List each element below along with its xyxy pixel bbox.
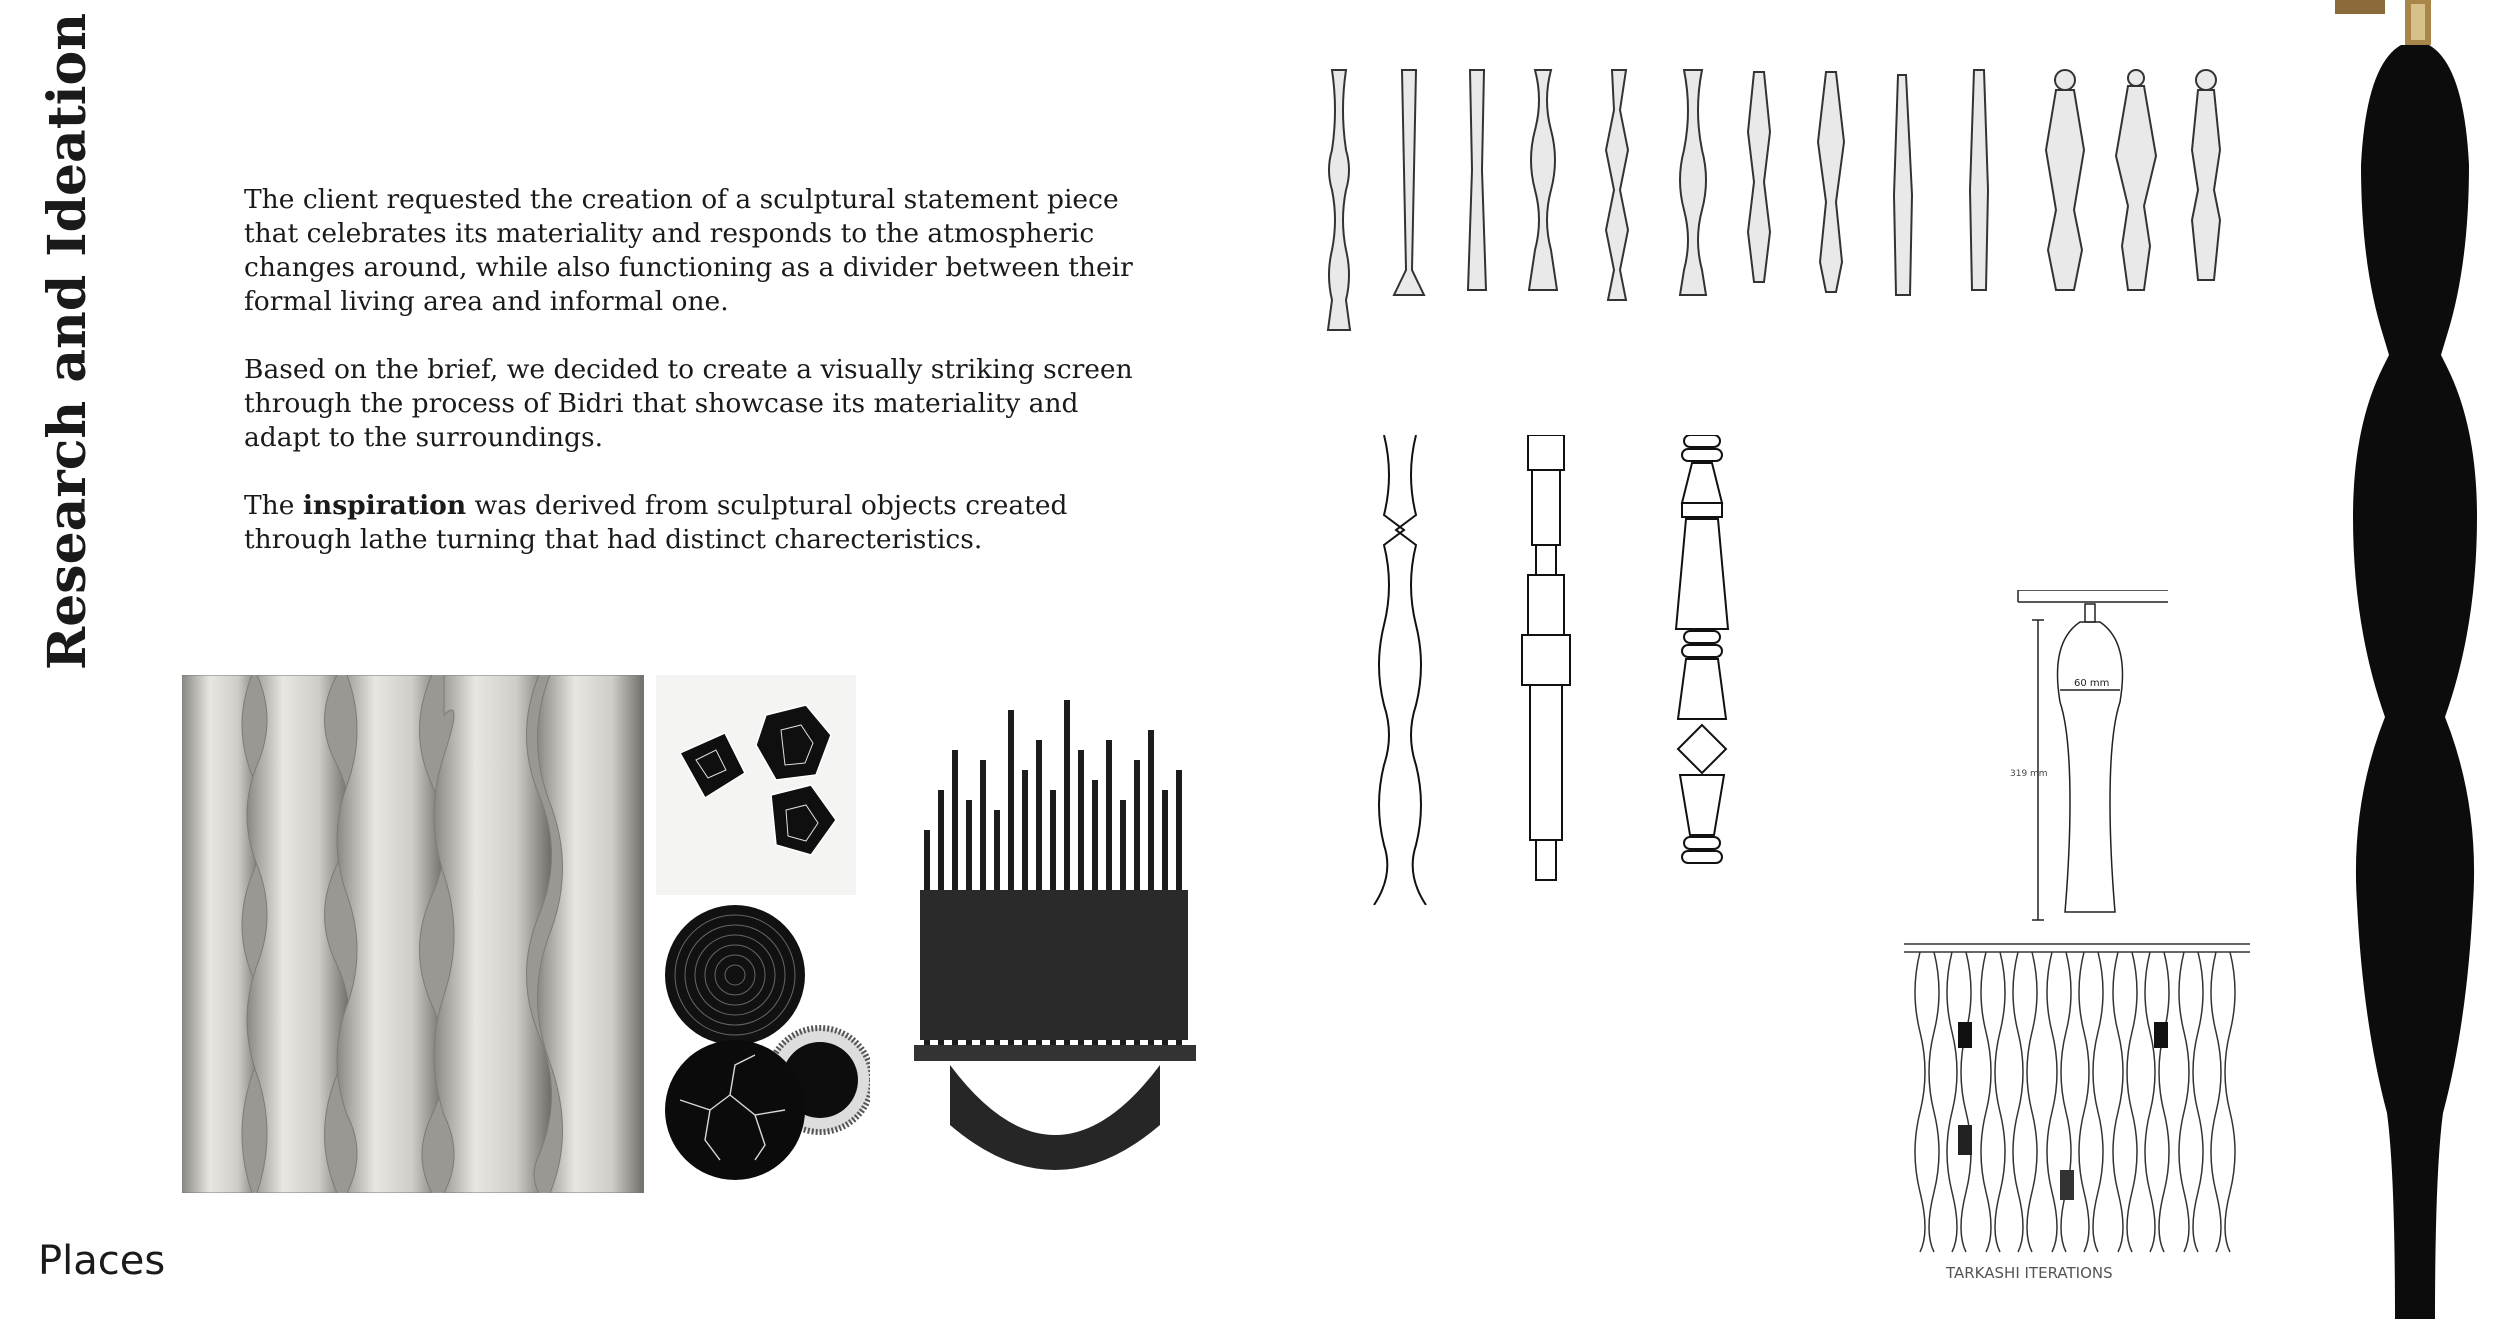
brief-paragraph-2: Based on the brief, we decided to create a visually striking screen through the process of Bidri that showcase its materiality and adapt to the surroundings. — [244, 354, 1133, 453]
baluster-render — [2335, 0, 2500, 1319]
ceramic-wall-photo — [182, 675, 644, 1193]
spindle-chair-photo — [910, 680, 1200, 1195]
brief-paragraph-3: The inspiration was derived from sculptural objects created through lathe turning that had distinct charecteristics. — [244, 490, 1068, 555]
inspiration-emphasis: inspiration — [302, 490, 467, 521]
brief-paragraph-1: The client requested the creation of a sculptural statement piece that celebrates its materiality and responds to the atmospheric changes around, while also functioning as a divider between their formal living area and informal one. — [244, 184, 1133, 317]
black-stones-photo — [656, 675, 856, 895]
iterations-caption: TARKASHI ITERATIONS — [1946, 1264, 2113, 1282]
bidri-plates-photo — [660, 900, 870, 1190]
spindle-line-drawings — [1370, 435, 1730, 905]
height-dimension-label: 319 mm — [2010, 769, 2048, 779]
dimension-drawing — [2010, 590, 2170, 935]
spindle-sketches — [1310, 60, 2260, 350]
tarkashi-iterations-drawing — [1900, 940, 2250, 1290]
brief-text — [244, 183, 1144, 591]
width-dimension-label: 60 mm — [2074, 678, 2110, 689]
footer-label: Places — [38, 1238, 166, 1284]
section-title: Research and Ideation — [37, 12, 98, 670]
